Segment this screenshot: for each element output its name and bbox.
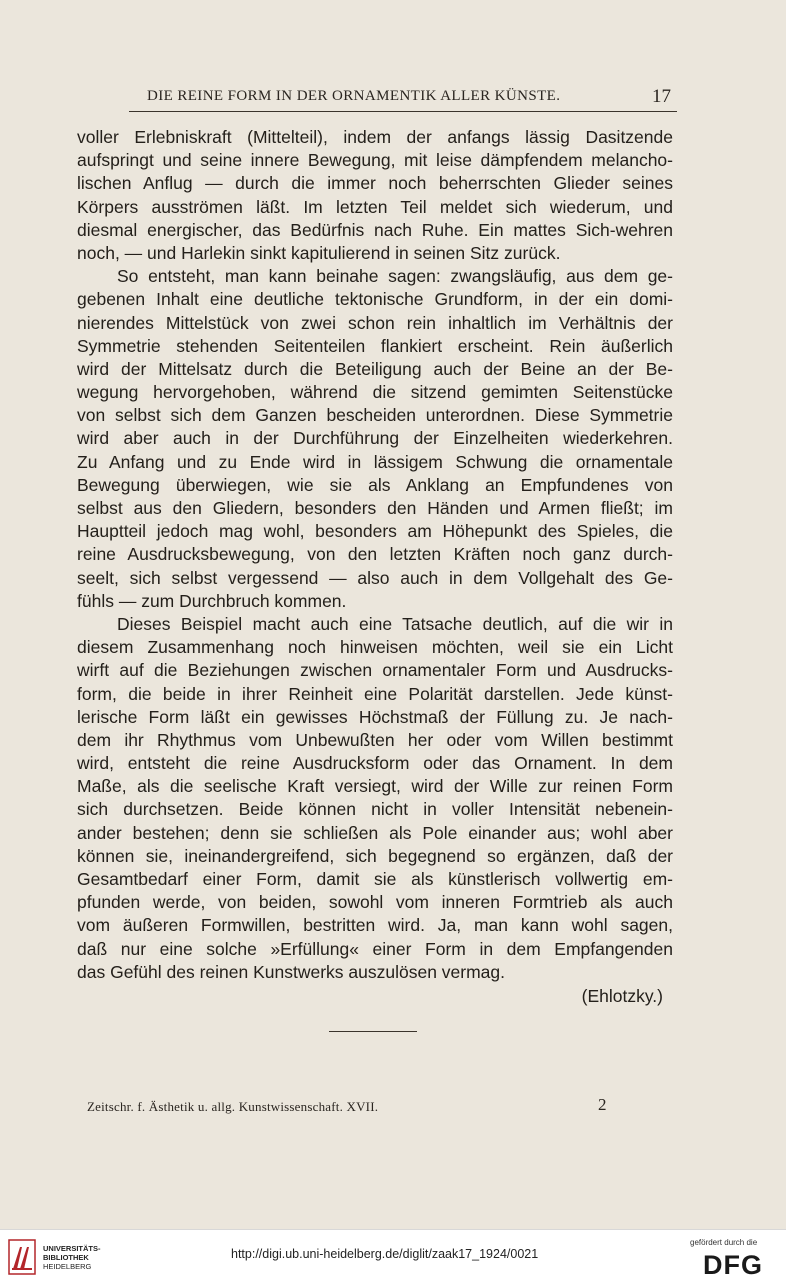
text-line: dem ihr Rhythmus vom Unbewußten her oder vom Willen bestimmt [77,729,673,750]
text-line: seelt, sich selbst vergessend — also auch in dem Vollgehalt des Ge- [77,567,673,588]
text-line: voller Erlebniskraft (Mittelteil), indem der anfangs lässig Dasitzende [77,127,673,147]
text-line: Hauptteil jedoch mag wohl, besonders am Höhepunkt des Spieles, die [77,521,673,542]
text-line: reine Ausdrucksbewegung, von den letzten Kräften noch ganz durch- [77,544,673,565]
text-line: diesmal energischer, das Bedürfnis nach Ruhe. Ein mattes Sich-wehren [77,219,673,240]
library-name[interactable] [43,1244,101,1271]
university-library-logo-icon[interactable] [8,1239,36,1275]
text-line: Symmetrie stehenden Seitenteilen flankiert erscheint. Rein äußerlich [77,335,673,356]
text-line: Bewegung überwiegen, wie sie als Anklang an Empfundenes von [77,474,673,495]
text-line: fühls — zum Durchbruch kommen. [77,590,347,611]
text-line: wegung hervorgehoben, während die sitzend gemimten Seitenstücke [77,382,673,403]
text-line: sich durchsetzen. Beide können nicht in voller Intensität nebenein- [77,799,673,820]
text-line: wird, entsteht die reine Ausdrucksform oder das Ornament. In dem [77,753,673,774]
text-line: lerische Form läßt ein gewisses Höchstmaß der Füllung zu. Je nach- [77,706,673,727]
text-line: wird der Mittelsatz durch die Beteiligung auch der Beine an der Be- [77,358,673,379]
journal-footer: Zeitschr. f. Ästhetik u. allg. Kunstwissenschaft. XVII. [87,1099,379,1114]
text-line: form, die beide in ihrer Reinheit eine Polarität darstellen. Jede künst- [77,683,673,704]
running-title: DIE REINE FORM IN DER ORNAMENTIK ALLER KÜNSTE. [147,88,561,104]
text-line: daß nur eine solche »Erfüllung« einer Form in dem Empfangenden [77,938,673,959]
text-line: pfunden werde, von beiden, sowohl vom inneren Formtrieb als auch [77,892,673,913]
text-line: So entsteht, man kann beinahe sagen: zwangsläufig, aus dem ge- [117,266,673,287]
text-line: gebenen Inhalt eine deutliche tektonische Grundform, in der ein domi- [77,289,673,310]
text-line: von selbst sich dem Ganzen bescheiden unterordnen. Diese Symmetrie [77,405,673,426]
text-line: nierendes Mittelstück von zwei schon rein inhaltlich im Verhältnis der [77,312,673,333]
funded-by-label: gefördert durch die [690,1238,758,1247]
body-text [77,126,673,984]
text-line: Dieses Beispiel macht auch eine Tatsache deutlich, auf die wir in [117,613,673,634]
text-line: selbst aus den Gliedern, besonders den Händen und Armen fließt; im [77,498,673,518]
text-line: noch, — und Harlekin sinkt kapitulierend in seinen Sitz zurück. [77,242,561,263]
text-line: ander bestehen; denn sie schließen als Pole einander aus; wohl aber [77,822,673,843]
viewer-bar [0,1229,786,1288]
running-header [77,86,679,112]
text-line: Zu Anfang und zu Ende wird in lässigem Schwung die ornamentale [77,451,673,472]
text-line: können sie, ineinandergreifend, sich begegnend so ergänzen, daß der [77,845,673,866]
page-number: 17 [652,86,671,107]
dfg-logo[interactable]: DFG [703,1250,763,1280]
author-signature: (Ehlotzky.) [581,986,663,1006]
header-rule [129,111,677,112]
library-city: HEIDELBERG [43,1262,92,1271]
text-line: Maße, als die seelische Kraft versiegt, wird der Wille zur reinen Form [77,776,673,797]
section-end-rule [329,1031,417,1032]
text-line: wirft auf die Beziehungen zwischen ornamentaler Form und Ausdrucks- [77,660,673,681]
text-line: Körpers ausströmen läßt. Im letzten Teil meldet sich wiederum, und [77,196,673,217]
text-line: das Gefühl des reinen Kunstwerks auszulösen vermag. [77,961,506,982]
text-line: diesem Zusammenhang noch hinweisen möchten, weil sie ein Licht [77,637,673,658]
text-line: wird aber auch in der Durchführung der Einzelheiten wiederkehren. [77,428,673,449]
text-line: aufspringt und seine innere Bewegung, mit leise dämpfendem melancho- [77,150,673,171]
text-line: vom äußeren Formwillen, bestritten wird. Ja, man kann wohl sagen, [77,915,673,936]
sheet-number: 2 [598,1095,607,1114]
library-name-line-1: UNIVERSITÄTS- [43,1244,101,1253]
library-name-line-2: BIBLIOTHEK [43,1253,89,1262]
text-line: lischen Anflug — durch die immer noch beherrschten Glieder seines [77,173,673,194]
text-line: Gesamtbedarf einer Form, damit sie als künstlerisch vollwertig em- [77,869,673,889]
permalink-url[interactable]: http://digi.ub.uni-heidelberg.de/diglit/zaak17_1924/0021 [231,1247,539,1261]
